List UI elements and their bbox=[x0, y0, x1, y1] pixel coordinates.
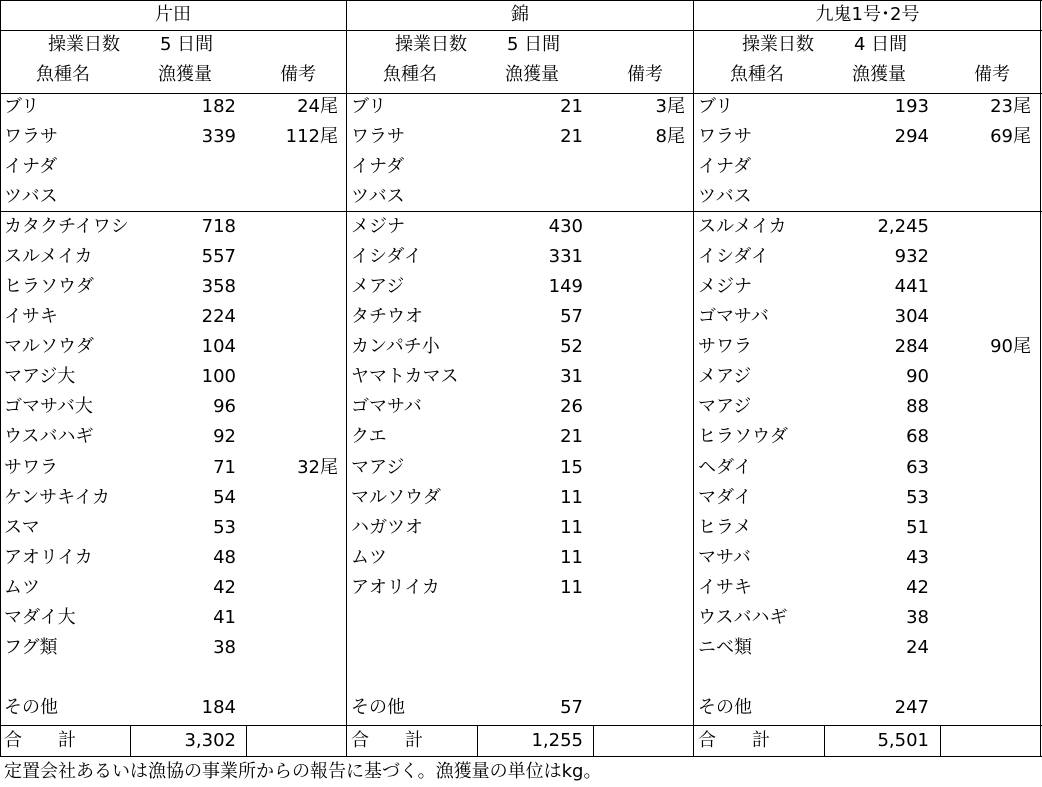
catch-amount: 11 bbox=[560, 516, 583, 538]
fish-name: ウスバハギ bbox=[698, 606, 788, 628]
total-label: 合 計 bbox=[698, 730, 770, 751]
fish-name: ムツ bbox=[4, 576, 40, 598]
header-note: 備考 bbox=[280, 64, 316, 85]
fish-name: マルソウダ bbox=[4, 336, 94, 358]
remark: 3尾 bbox=[655, 96, 685, 117]
catch-amount: 48 bbox=[213, 546, 236, 568]
other-label: その他 bbox=[698, 697, 752, 718]
catch-amount: 11 bbox=[560, 576, 583, 598]
catch-amount: 304 bbox=[894, 306, 929, 328]
fish-name: ワラサ bbox=[4, 126, 58, 147]
fish-name: ワラサ bbox=[351, 126, 405, 147]
fish-name: ゴマサバ bbox=[698, 306, 769, 328]
header-name: 魚種名 bbox=[383, 64, 437, 85]
fish-name: カンパチ小 bbox=[351, 336, 440, 358]
total-separator bbox=[593, 726, 594, 757]
fish-name: カタクチイワシ bbox=[4, 216, 129, 237]
catch-amount: 193 bbox=[894, 96, 929, 117]
catch-amount: 11 bbox=[560, 546, 583, 568]
catch-amount: 88 bbox=[906, 396, 929, 418]
fish-name: マアジ大 bbox=[4, 366, 76, 388]
total-separator bbox=[477, 726, 478, 757]
remark: 23尾 bbox=[990, 96, 1031, 117]
catch-amount: 71 bbox=[213, 456, 236, 478]
fish-name: ゴマサバ大 bbox=[4, 396, 93, 418]
catch-amount: 294 bbox=[894, 126, 929, 147]
catch-amount: 11 bbox=[560, 486, 583, 508]
catch-amount: 149 bbox=[548, 276, 583, 298]
days-label: 操業日数 bbox=[395, 34, 467, 55]
catch-amount: 53 bbox=[213, 516, 236, 538]
total-separator bbox=[130, 726, 131, 757]
catch-amount: 100 bbox=[201, 366, 236, 388]
fish-name: イナダ bbox=[698, 156, 752, 177]
fish-name: マサバ bbox=[698, 546, 751, 568]
catch-amount: 339 bbox=[201, 126, 236, 147]
station-title: 錦 bbox=[511, 4, 529, 25]
header-note: 備考 bbox=[974, 64, 1010, 85]
fish-name: サワラ bbox=[4, 456, 58, 478]
catch-amount: 42 bbox=[213, 576, 236, 598]
total-amount: 1,255 bbox=[531, 730, 583, 751]
remark: 112尾 bbox=[285, 126, 338, 147]
station-column bbox=[347, 0, 693, 757]
catch-amount: 284 bbox=[894, 336, 929, 358]
catch-amount: 43 bbox=[906, 546, 929, 568]
station-column bbox=[694, 0, 1041, 757]
catch-amount: 718 bbox=[201, 216, 236, 237]
catch-amount: 57 bbox=[560, 306, 583, 328]
catch-amount: 90 bbox=[906, 366, 929, 388]
catch-amount: 21 bbox=[560, 426, 583, 448]
catch-amount: 331 bbox=[548, 246, 583, 268]
other-amount: 247 bbox=[894, 697, 929, 718]
catch-amount: 51 bbox=[906, 516, 929, 538]
total-amount: 5,501 bbox=[877, 730, 929, 751]
catch-amount: 42 bbox=[906, 576, 929, 598]
days-value: 5 日間 bbox=[160, 34, 214, 55]
other-amount: 184 bbox=[201, 697, 236, 718]
days-label: 操業日数 bbox=[48, 34, 120, 55]
fish-name: ウスバハギ bbox=[4, 426, 94, 448]
header-amount: 漁獲量 bbox=[852, 64, 906, 85]
footer-note: 定置会社あるいは漁協の事業所からの報告に基づく。漁獲量の単位はkg。 bbox=[4, 761, 602, 782]
catch-amount: 557 bbox=[201, 246, 236, 268]
catch-amount: 104 bbox=[201, 336, 236, 358]
fish-name: ヒラソウダ bbox=[698, 426, 788, 448]
fish-name: イサキ bbox=[698, 576, 752, 598]
fish-name: サワラ bbox=[698, 336, 752, 358]
catch-amount: 21 bbox=[560, 126, 583, 147]
days-value: 4 日間 bbox=[854, 34, 908, 55]
catch-amount: 26 bbox=[560, 396, 583, 418]
fish-name: ニベ類 bbox=[698, 636, 752, 658]
station-column bbox=[0, 0, 346, 757]
remark: 24尾 bbox=[297, 96, 338, 117]
fish-name: メジナ bbox=[351, 216, 405, 237]
fish-name: イサキ bbox=[4, 306, 58, 328]
fish-name: イシダイ bbox=[351, 246, 422, 268]
fish-name: ケンサキイカ bbox=[4, 486, 110, 508]
catch-amount: 15 bbox=[560, 456, 583, 478]
fish-name: アオリイカ bbox=[4, 546, 93, 568]
fish-name: ヘダイ bbox=[698, 456, 752, 478]
catch-amount: 68 bbox=[906, 426, 929, 448]
catch-amount: 92 bbox=[213, 426, 236, 448]
header-amount: 漁獲量 bbox=[505, 64, 559, 85]
header-name: 魚種名 bbox=[36, 64, 90, 85]
fish-name: フグ類 bbox=[4, 636, 58, 658]
fish-name: スルメイカ bbox=[698, 216, 787, 237]
fish-name: マアジ bbox=[351, 456, 405, 478]
header-note: 備考 bbox=[627, 64, 663, 85]
fish-name: タチウオ bbox=[351, 306, 423, 328]
header-amount: 漁獲量 bbox=[158, 64, 212, 85]
total-separator bbox=[940, 726, 941, 757]
station-title: 片田 bbox=[155, 4, 191, 25]
catch-amount: 2,245 bbox=[877, 216, 929, 237]
fish-name: マルソウダ bbox=[351, 486, 441, 508]
catch-amount: 932 bbox=[894, 246, 929, 268]
fish-name: ツバス bbox=[351, 186, 405, 207]
fish-name: マダイ bbox=[698, 486, 752, 508]
fish-name: ブリ bbox=[4, 96, 40, 117]
fish-name: メアジ bbox=[351, 276, 405, 298]
fish-name: スマ bbox=[4, 516, 40, 538]
total-label: 合 計 bbox=[4, 730, 76, 751]
fish-name: ムツ bbox=[351, 546, 387, 568]
catch-amount: 430 bbox=[548, 216, 583, 237]
total-separator bbox=[824, 726, 825, 757]
fish-name: ワラサ bbox=[698, 126, 752, 147]
catch-amount: 441 bbox=[894, 276, 929, 298]
catch-amount: 41 bbox=[213, 606, 236, 628]
catch-amount: 21 bbox=[560, 96, 583, 117]
fish-name: メジナ bbox=[698, 276, 752, 298]
catch-amount: 38 bbox=[213, 636, 236, 658]
total-label: 合 計 bbox=[351, 730, 423, 751]
remark: 69尾 bbox=[990, 126, 1031, 147]
fish-name: クエ bbox=[351, 426, 387, 448]
catch-amount: 24 bbox=[906, 636, 929, 658]
catch-amount: 53 bbox=[906, 486, 929, 508]
fish-name: ヒラメ bbox=[698, 516, 752, 538]
remark: 90尾 bbox=[990, 336, 1031, 358]
fish-name: マアジ bbox=[698, 396, 752, 418]
header-name: 魚種名 bbox=[730, 64, 784, 85]
fish-name: ヒラソウダ bbox=[4, 276, 94, 298]
days-value: 5 日間 bbox=[507, 34, 561, 55]
catch-amount: 358 bbox=[201, 276, 236, 298]
fish-name: スルメイカ bbox=[4, 246, 93, 268]
fish-name: ブリ bbox=[351, 96, 387, 117]
days-label: 操業日数 bbox=[742, 34, 814, 55]
fish-name: イシダイ bbox=[698, 246, 769, 268]
fish-name: ブリ bbox=[698, 96, 734, 117]
fish-name: メアジ bbox=[698, 366, 752, 388]
total-separator bbox=[246, 726, 247, 757]
fish-name: アオリイカ bbox=[351, 576, 440, 598]
fish-name: イナダ bbox=[4, 156, 58, 177]
remark: 32尾 bbox=[297, 456, 338, 478]
station-title: 九鬼1号･2号 bbox=[815, 4, 920, 25]
catch-amount: 54 bbox=[213, 486, 236, 508]
other-label: その他 bbox=[351, 697, 405, 718]
fish-name: ハガツオ bbox=[351, 516, 423, 538]
fish-name: イナダ bbox=[351, 156, 405, 177]
catch-amount: 52 bbox=[560, 336, 583, 358]
catch-amount: 31 bbox=[560, 366, 583, 388]
fish-name: ツバス bbox=[4, 186, 58, 207]
fish-name: ヤマトカマス bbox=[351, 366, 459, 388]
catch-amount: 96 bbox=[213, 396, 236, 418]
catch-amount: 38 bbox=[906, 606, 929, 628]
fish-name: ツバス bbox=[698, 186, 752, 207]
catch-amount: 63 bbox=[906, 456, 929, 478]
total-amount: 3,302 bbox=[184, 730, 236, 751]
other-amount: 57 bbox=[560, 697, 583, 718]
catch-amount: 182 bbox=[201, 96, 236, 117]
fish-name: ゴマサバ bbox=[351, 396, 422, 418]
remark: 8尾 bbox=[655, 126, 685, 147]
other-label: その他 bbox=[4, 697, 58, 718]
fish-name: マダイ大 bbox=[4, 606, 76, 628]
catch-amount: 224 bbox=[201, 306, 236, 328]
